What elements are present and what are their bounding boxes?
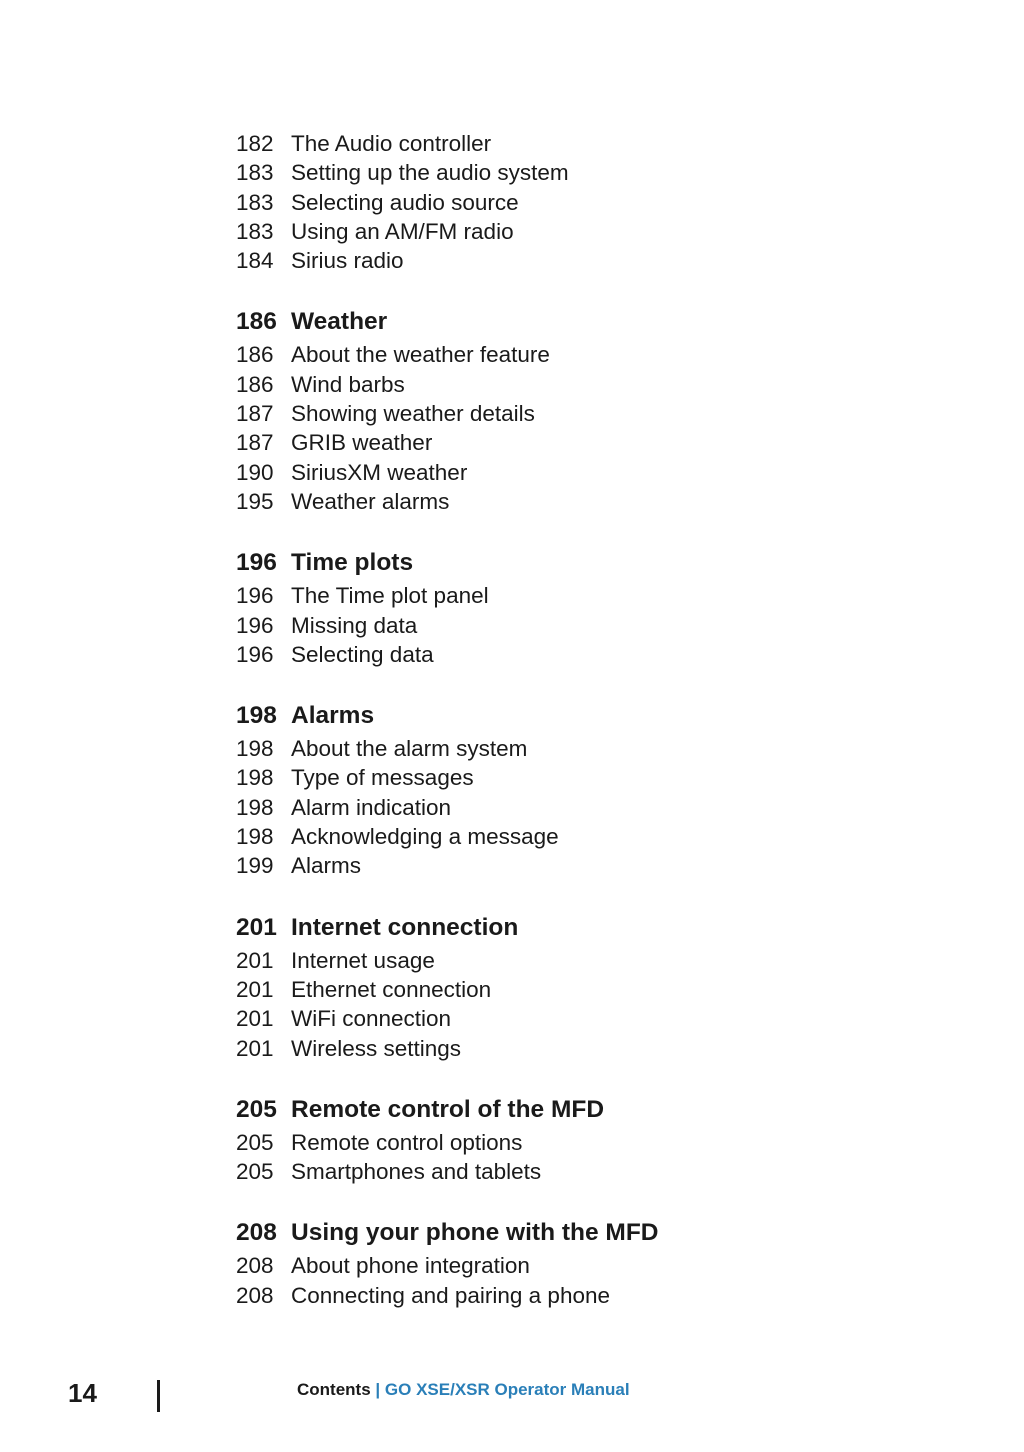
toc-section bbox=[236, 912, 876, 1063]
toc-entry-title: About the weather feature bbox=[291, 342, 550, 368]
toc-entry-title: About the alarm system bbox=[291, 736, 528, 762]
toc-chapter-title: Alarms bbox=[291, 702, 375, 730]
toc-entry[interactable] bbox=[236, 399, 876, 428]
toc-entry-title: Selecting audio source bbox=[291, 189, 519, 215]
toc-entry-page: 190 bbox=[236, 459, 274, 485]
toc-entry[interactable] bbox=[236, 487, 876, 516]
toc-entry-page: 198 bbox=[236, 794, 274, 820]
toc-entry-page: 183 bbox=[236, 160, 274, 186]
toc-entry[interactable] bbox=[236, 640, 876, 669]
toc-entry-page: 198 bbox=[236, 736, 274, 762]
toc-chapter-page: 208 bbox=[236, 1219, 277, 1247]
toc-entry-page: 205 bbox=[236, 1129, 274, 1155]
toc-entry-title: Selecting data bbox=[291, 641, 434, 667]
toc-entry[interactable] bbox=[236, 1034, 876, 1063]
toc-entry-page: 187 bbox=[236, 430, 274, 456]
toc-section bbox=[236, 547, 876, 669]
toc-chapter-page: 186 bbox=[236, 308, 277, 336]
toc-entry-page: 196 bbox=[236, 641, 274, 667]
toc-entry[interactable] bbox=[236, 763, 876, 792]
toc-entry-title: Setting up the audio system bbox=[291, 160, 569, 186]
toc-chapter-title: Weather bbox=[291, 308, 388, 336]
toc-entry[interactable] bbox=[236, 158, 876, 187]
toc-chapter-heading[interactable] bbox=[236, 700, 876, 731]
toc-entry-page: 196 bbox=[236, 583, 274, 609]
toc-entry-page: 201 bbox=[236, 1006, 274, 1032]
toc-chapter-title: Time plots bbox=[291, 549, 414, 577]
toc-entry[interactable] bbox=[236, 793, 876, 822]
toc-entry-page: 187 bbox=[236, 401, 274, 427]
toc-entry-page: 186 bbox=[236, 342, 274, 368]
toc-chapter-page: 205 bbox=[236, 1095, 277, 1123]
toc-chapter-title: Using your phone with the MFD bbox=[291, 1219, 659, 1247]
toc-chapter-heading[interactable] bbox=[236, 1094, 876, 1125]
toc-entry-page: 183 bbox=[236, 218, 274, 244]
toc-chapter-heading[interactable] bbox=[236, 547, 876, 578]
footer-section: Contents bbox=[297, 1380, 371, 1399]
toc-entry-title: Smartphones and tablets bbox=[291, 1159, 542, 1185]
toc-entry[interactable] bbox=[236, 1281, 876, 1310]
toc-entry-page: 208 bbox=[236, 1253, 274, 1279]
table-of-contents bbox=[236, 129, 876, 1310]
toc-chapter-heading[interactable] bbox=[236, 1217, 876, 1248]
toc-entry-page: 182 bbox=[236, 131, 274, 156]
toc-chapter-page: 198 bbox=[236, 702, 277, 730]
toc-entry-page: 186 bbox=[236, 371, 274, 397]
toc-entry-title: GRIB weather bbox=[291, 430, 433, 456]
toc-entry[interactable] bbox=[236, 458, 876, 487]
footer-separator: | bbox=[375, 1380, 381, 1399]
toc-entry-title: Remote control options bbox=[291, 1129, 523, 1155]
toc-entry-page: 208 bbox=[236, 1282, 274, 1308]
toc-entry-page: 184 bbox=[236, 248, 274, 274]
toc-chapter-page: 201 bbox=[236, 913, 277, 941]
toc-entry-title: Alarms bbox=[291, 853, 362, 879]
toc-section bbox=[236, 306, 876, 516]
toc-entry[interactable] bbox=[236, 428, 876, 457]
toc-entry-page: 201 bbox=[236, 976, 274, 1002]
toc-entry-title: Wireless settings bbox=[291, 1035, 462, 1061]
toc-entry-title: Connecting and pairing a phone bbox=[291, 1282, 610, 1308]
toc-entry-page: 198 bbox=[236, 765, 274, 791]
toc-entry-title: Missing data bbox=[291, 612, 418, 638]
toc-entry-title: Weather alarms bbox=[291, 488, 450, 514]
toc-entry[interactable] bbox=[236, 340, 876, 369]
toc-entry[interactable] bbox=[236, 1251, 876, 1280]
toc-entry-page: 201 bbox=[236, 1035, 274, 1061]
toc-entry-title: Ethernet connection bbox=[291, 976, 492, 1002]
toc-entry-title: The Time plot panel bbox=[291, 583, 489, 609]
toc-entry-page: 183 bbox=[236, 189, 274, 215]
toc-entry[interactable] bbox=[236, 581, 876, 610]
footer-divider bbox=[157, 1380, 160, 1412]
toc-entry-title: Showing weather details bbox=[291, 401, 535, 427]
toc-chapter-heading[interactable] bbox=[236, 912, 876, 943]
toc-entry[interactable] bbox=[236, 946, 876, 975]
toc-entry[interactable] bbox=[236, 370, 876, 399]
toc-entry-title: Using an AM/FM radio bbox=[291, 218, 514, 244]
toc-section bbox=[236, 129, 876, 275]
toc-entry[interactable] bbox=[236, 1157, 876, 1186]
toc-section bbox=[236, 1217, 876, 1310]
toc-section bbox=[236, 1094, 876, 1187]
toc-entry[interactable] bbox=[236, 822, 876, 851]
toc-entry[interactable] bbox=[236, 611, 876, 640]
toc-entry[interactable] bbox=[236, 975, 876, 1004]
toc-entry-page: 205 bbox=[236, 1159, 274, 1185]
toc-entry-page: 196 bbox=[236, 612, 274, 638]
toc-entry-title: About phone integration bbox=[291, 1253, 530, 1279]
toc-entry-title: Acknowledging a message bbox=[291, 824, 559, 850]
page-number: 14 bbox=[68, 1378, 97, 1408]
toc-entry[interactable] bbox=[236, 246, 876, 275]
toc-entry-page: 195 bbox=[236, 488, 274, 514]
toc-entry-title: Sirius radio bbox=[291, 248, 404, 274]
toc-entry[interactable] bbox=[236, 851, 876, 880]
toc-section bbox=[236, 700, 876, 880]
toc-entry-page: 201 bbox=[236, 947, 274, 973]
toc-entry-title: Wind barbs bbox=[291, 371, 405, 397]
toc-entry[interactable] bbox=[236, 734, 876, 763]
toc-entry[interactable] bbox=[236, 188, 876, 217]
toc-entry-title: WiFi connection bbox=[291, 1006, 452, 1032]
toc-entry-title: Type of messages bbox=[291, 765, 474, 791]
toc-entry-title: Internet usage bbox=[291, 947, 435, 973]
toc-chapter-heading[interactable] bbox=[236, 306, 876, 337]
toc-chapter-title: Remote control of the MFD bbox=[291, 1095, 605, 1123]
toc-chapter-title: Internet connection bbox=[291, 913, 519, 941]
toc-entry[interactable] bbox=[236, 217, 876, 246]
toc-entry[interactable] bbox=[236, 129, 876, 158]
toc-entry-page: 199 bbox=[236, 853, 274, 879]
toc-entry-page: 198 bbox=[236, 824, 274, 850]
toc-entry-title: The Audio controller bbox=[291, 131, 492, 156]
toc-entry[interactable] bbox=[236, 1128, 876, 1157]
toc-entry[interactable] bbox=[236, 1004, 876, 1033]
toc-chapter-page: 196 bbox=[236, 549, 277, 577]
toc-entry-title: SiriusXM weather bbox=[291, 459, 468, 485]
footer-title bbox=[297, 1380, 630, 1400]
footer-manual-title: GO XSE/XSR Operator Manual bbox=[384, 1380, 630, 1399]
toc-entry-title: Alarm indication bbox=[291, 794, 452, 820]
